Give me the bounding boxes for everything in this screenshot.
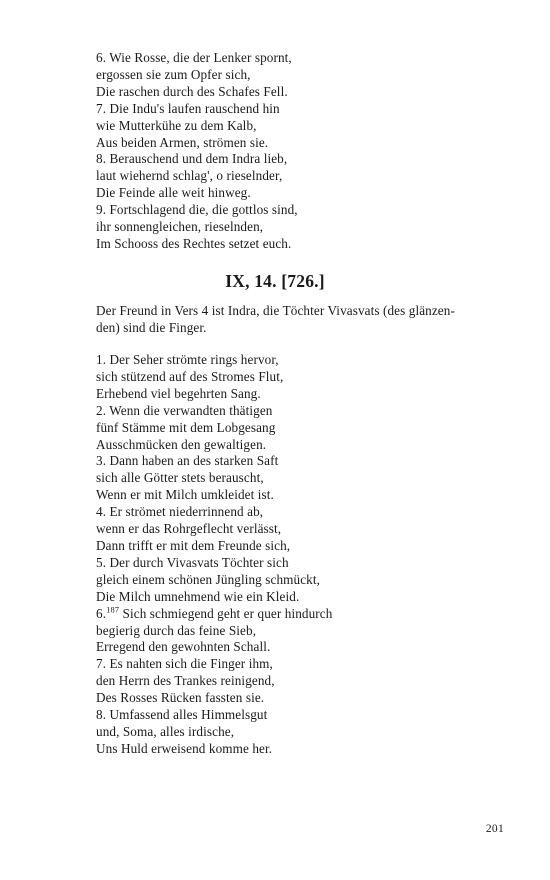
verse-line: Wenn er mit Milch umkleidet ist. (96, 487, 274, 503)
verse-line: 3. Dann haben an des starken Saft (96, 453, 279, 469)
verse-line: wie Mutterkühe zu dem Kalb, (96, 117, 257, 133)
verse-line: sich stützend auf des Stromes Flut, (96, 368, 284, 384)
verse-line: Erhebend viel begehrten Sang. (96, 385, 261, 401)
verse-text: Sich schmiegend geht er quer hindurch (119, 605, 333, 621)
verse-line: Dann trifft er mit dem Freunde sich, (96, 537, 291, 553)
intro-note (96, 303, 512, 337)
verse-line: und, Soma, alles irdische, (96, 723, 235, 739)
verse-line: Die Milch umnehmend wie ein Kleid. (96, 588, 300, 604)
chapter-heading: IX, 14. [726.] (225, 271, 325, 291)
verse-line: den Herrn des Trankes reinigend, (96, 673, 275, 689)
verse-line: Ausschmücken den gewaltigen. (96, 436, 267, 452)
verse-line: fünf Stämme mit dem Lobgesang (96, 419, 276, 435)
verse-line: gleich einem schönen Jüngling schmückt, (96, 571, 321, 587)
verse-line: 5. Der durch Vivasvats Töchter sich (96, 554, 289, 570)
hymn-text (96, 352, 516, 758)
verse-line: Erregend den gewohnten Schall. (96, 639, 271, 655)
intro-line: den) sind die Finger. (96, 319, 207, 335)
verse-line: 9. Fortschlagend die, die gottlos sind, (96, 202, 298, 218)
verse-line: sich alle Götter stets berauscht, (96, 470, 264, 486)
verse-line: ergossen sie zum Opfer sich, (96, 66, 251, 82)
verse-line: Aus beiden Armen, strömen sie. (96, 134, 269, 150)
verse-line: 8. Berauschend und dem Indra lieb, (96, 151, 288, 167)
verse-line: Des Rosses Rücken fassten sie. (96, 690, 265, 706)
verse-line: Die Feinde alle weit hinweg. (96, 185, 251, 201)
intro-line: Der Freund in Vers 4 ist Indra, die Töchter Vivasvats (des glänzen- (96, 303, 455, 318)
page-number: 201 (485, 823, 504, 835)
verse-line: 7. Es nahten sich die Finger ihm, (96, 656, 273, 672)
verse-line-with-footnote (96, 606, 516, 623)
verses-continued (96, 50, 516, 253)
verse-line: 8. Umfassend alles Himmelsgut (96, 707, 268, 723)
verse-line: 6. Wie Rosse, die der Lenker spornt, (96, 50, 292, 65)
verse-line: begierig durch das feine Sieb, (96, 622, 257, 638)
verse-line: 1. Der Seher strömte rings hervor, (96, 352, 279, 367)
verse-line: laut wiehernd schlag', o rieselnder, (96, 168, 283, 184)
verse-line: 2. Wenn die verwandten thätigen (96, 402, 273, 418)
verse-line: Im Schooss des Rechtes setzet euch. (96, 235, 292, 251)
verse-line: 7. Die Indu's laufen rauschend hin (96, 100, 280, 116)
footnote-marker[interactable]: 187 (106, 604, 120, 615)
verse-line: 4. Er strömet niederrinnend ab, (96, 504, 264, 520)
verse-line: Uns Huld erweisend komme her. (96, 740, 273, 756)
verse-number: 6. (96, 605, 107, 621)
verse-line: Die raschen durch des Schafes Fell. (96, 83, 288, 99)
verse-line: ihr sonnengleichen, rieselnden, (96, 219, 264, 235)
verse-line: wenn er das Rohrgeflecht verlässt, (96, 521, 282, 537)
